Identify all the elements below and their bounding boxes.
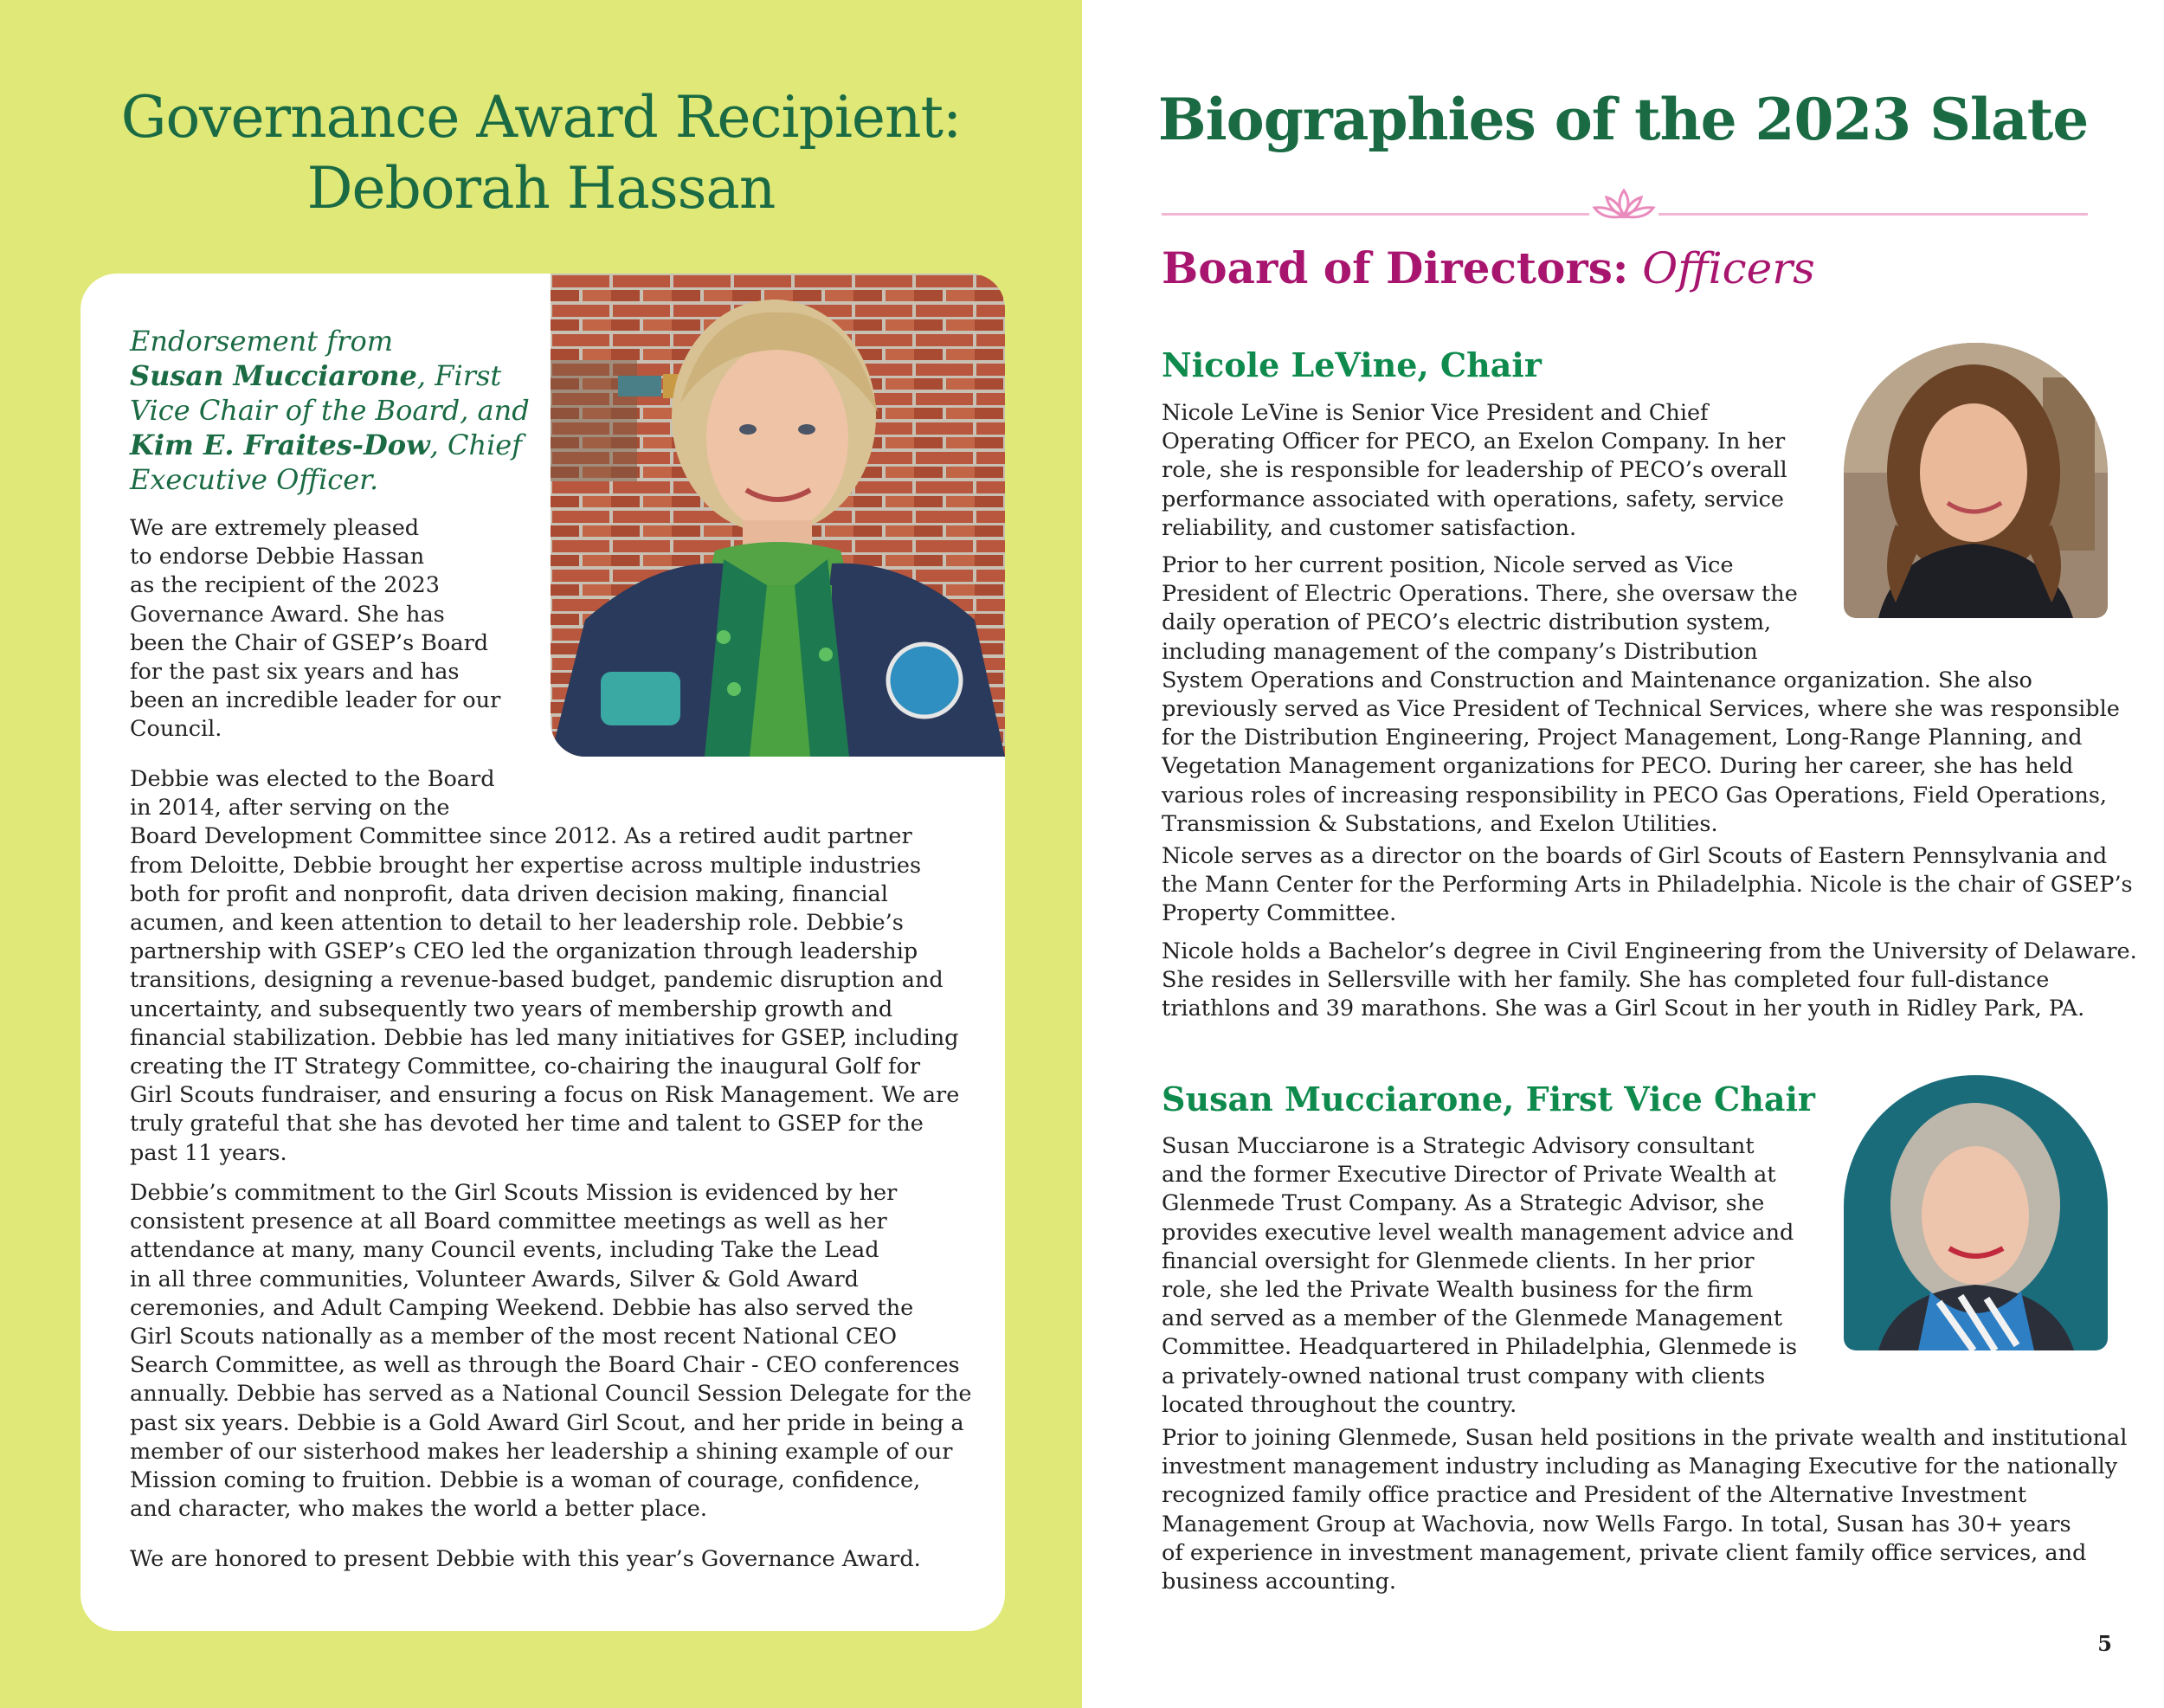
- text-line: Vegetation Management organizations for PECO. During her career, she has held: [1162, 753, 2074, 780]
- award-paragraph-2: [130, 765, 959, 1168]
- text-line: uncertainty, and subsequently two years of membership growth and: [130, 996, 893, 1022]
- text-line: to endorse Debbie Hassan: [130, 544, 425, 570]
- text-line: annually. Debbie has served as a National Council Session Delegate for the: [130, 1381, 972, 1408]
- section-heading: Board of Directors: Officers: [1162, 242, 1815, 293]
- text-line: Governance Award. She has: [130, 601, 445, 628]
- text-line: acumen, and keen attention to detail to her leadership role. Debbie’s: [130, 910, 904, 937]
- text-line: Council.: [130, 716, 222, 743]
- text-line: Nicole serves as a director on the boards of Girl Scouts of Eastern Pennsylvania and: [1162, 843, 2108, 869]
- endorsement-heading: Endorsement from Susan Mucciarone, First Vice Chair of the Board, and Kim E. Fraites-Dow, Chief Executive Officer.: [130, 325, 530, 496]
- text-line: Property Committee.: [1162, 900, 1397, 927]
- text-line: financial oversight for Glenmede clients. In her prior: [1162, 1247, 1755, 1274]
- text-line: and character, who makes the world a better place.: [130, 1496, 707, 1523]
- text-line: past six years. Debbie is a Gold Award Girl Scout, and her pride in being a: [130, 1409, 964, 1436]
- text-line: and the former Executive Director of Private Wealth at: [1162, 1162, 1776, 1189]
- lotus-icon: [1589, 185, 1658, 223]
- text-line: role, she is responsible for leadership of PECO’s overall: [1162, 457, 1787, 484]
- award-paragraph-1: [130, 514, 500, 744]
- text-line: truly grateful that she has devoted her time and talent to GSEP for the: [130, 1111, 924, 1138]
- text-line: performance associated with operations, safety, service: [1162, 486, 1784, 512]
- text-line: Transmission & Substations, and Exelon Utilities.: [1162, 810, 1718, 837]
- text-line: business accounting.: [1162, 1569, 1396, 1595]
- text-line: President of Electric Operations. There, she oversaw the: [1162, 581, 1798, 608]
- text-line: Debbie was elected to the Board: [130, 766, 495, 792]
- text-line: Committee. Headquartered in Philadelphia, Glenmede is: [1162, 1334, 1798, 1361]
- text-line: Nicole LeVine is Senior Vice President and Chief: [1162, 400, 1709, 426]
- text-line: consistent presence at all Board committee meetings as well as her: [130, 1208, 887, 1235]
- nicole-paragraph-4: [1162, 938, 2137, 1024]
- endorser-name-2: Kim E. Fraites-Dow: [130, 429, 430, 461]
- text-line: been an incredible leader for our: [130, 687, 501, 714]
- text-line: the Mann Center for the Performing Arts in Philadelphia. Nicole is the chair of GSEP’s: [1162, 872, 2133, 899]
- text-line: of experience in investment management, private client family office services, and: [1162, 1539, 2087, 1566]
- susan-mucciarone-portrait: [1844, 1075, 2108, 1350]
- page-number: 5: [2097, 1631, 2112, 1656]
- text-line: investment management industry including as Managing Executive for the nationally: [1162, 1453, 2118, 1480]
- text-line: Search Committee, as well as through the Board Chair - CEO conferences: [130, 1352, 960, 1379]
- text-line: financial stabilization. Debbie has led many initiatives for GSEP, including: [130, 1024, 959, 1051]
- text-line: She resides in Sellersville with her family. She has completed four full-distance: [1162, 967, 2050, 994]
- deborah-hassan-photo: [551, 274, 1005, 757]
- text-line: reliability, and customer satisfaction.: [1162, 514, 1577, 541]
- text-line: transitions, designing a revenue-based budget, pandemic disruption and: [130, 967, 944, 994]
- text-line: Prior to her current position, Nicole served as Vice: [1162, 552, 1734, 578]
- text-line: Girl Scouts fundraiser, and ensuring a focus on Risk Management. We are: [130, 1082, 960, 1109]
- text-line: We are honored to present Debbie with this year’s Governance Award.: [130, 1546, 921, 1572]
- text-line: Susan Mucciarone is a Strategic Advisory consultant: [1162, 1133, 1755, 1159]
- text-line: both for profit and nonprofit, data driven decision making, financial: [130, 880, 888, 907]
- text-line: Mission coming to fruition. Debbie is a woman of courage, confidence,: [130, 1467, 921, 1494]
- text-line: from Deloitte, Debbie brought her expertise across multiple industries: [130, 852, 922, 879]
- text-line: a privately-owned national trust company with clients: [1162, 1363, 1766, 1389]
- text-line: as the recipient of the 2023: [130, 572, 440, 599]
- text-line: Nicole holds a Bachelor’s degree in Civil Engineering from the University of Delaware.: [1162, 938, 2137, 964]
- text-line: We are extremely pleased: [130, 515, 420, 541]
- text-line: triathlons and 39 marathons. She was a Girl Scout in her youth in Ridley Park, PA.: [1162, 996, 2085, 1022]
- text-line: in 2014, after serving on the: [130, 795, 450, 822]
- endorser-name-1: Susan Mucciarone: [130, 359, 417, 392]
- text-line: located throughout the country.: [1162, 1391, 1517, 1418]
- nicole-paragraph-1: [1162, 399, 1787, 543]
- text-line: System Operations and Construction and Maintenance organization. She also: [1162, 667, 2032, 693]
- text-line: Prior to joining Glenmede, Susan held positions in the private wealth and institutional: [1162, 1425, 2128, 1451]
- nicole-paragraph-3: [1162, 842, 2133, 929]
- susan-paragraph-1: [1162, 1132, 1797, 1420]
- text-line: Management Group at Wachovia, now Wells Fargo. In total, Susan has 30+ years: [1162, 1511, 2071, 1537]
- susan-paragraph-2: [1162, 1424, 2127, 1596]
- text-line: in all three communities, Volunteer Awards, Silver & Gold Award: [130, 1266, 859, 1292]
- award-paragraph-3: [130, 1179, 972, 1524]
- nicole-paragraph-2: [1162, 551, 2120, 839]
- text-line: partnership with GSEP’s CEO led the organization through leadership: [130, 938, 918, 965]
- text-line: provides executive level wealth management advice and: [1162, 1219, 1794, 1246]
- text-line: Girl Scouts nationally as a member of the most recent National CEO: [130, 1324, 897, 1350]
- text-line: role, she led the Private Wealth business for the firm: [1162, 1277, 1754, 1304]
- text-line: ceremonies, and Adult Camping Weekend. Debbie has also served the: [130, 1294, 914, 1321]
- bio-name-nicole: Nicole LeVine, Chair: [1162, 345, 1542, 384]
- text-line: past 11 years.: [130, 1139, 287, 1166]
- text-line: Debbie’s commitment to the Girl Scouts Mission is evidenced by her: [130, 1180, 898, 1206]
- text-line: for the Distribution Engineering, Project Management, Long-Range Planning, and: [1162, 725, 2083, 751]
- text-line: daily operation of PECO’s electric distribution system,: [1162, 609, 1772, 636]
- text-line: Operating Officer for PECO, an Exelon Company. In her: [1162, 429, 1786, 455]
- award-paragraph-4: [130, 1545, 921, 1574]
- text-line: member of our sisterhood makes her leadership a shining example of our: [130, 1438, 953, 1465]
- text-line: Board Development Committee since 2012. As a retired audit partner: [130, 823, 912, 850]
- text-line: attendance at many, many Council events, including Take the Lead: [130, 1237, 879, 1264]
- bio-name-susan: Susan Mucciarone, First Vice Chair: [1162, 1080, 1815, 1118]
- text-line: previously served as Vice President of Technical Services, where she was responsible: [1162, 696, 2120, 723]
- text-line: recognized family office practice and President of the Alternative Investment: [1162, 1482, 2027, 1509]
- text-line: for the past six years and has: [130, 659, 460, 686]
- text-line: and served as a member of the Glenmede Management: [1162, 1305, 1783, 1332]
- text-line: Glenmede Trust Company. As a Strategic Advisor, she: [1162, 1190, 1765, 1217]
- text-line: been the Chair of GSEP’s Board: [130, 629, 489, 656]
- text-line: various roles of increasing responsibility in PECO Gas Operations, Field Operations,: [1162, 782, 2108, 809]
- biographies-title: Biographies of the 2023 Slate: [1157, 86, 2089, 153]
- text-line: creating the IT Strategy Committee, co-chairing the inaugural Golf for: [130, 1054, 921, 1080]
- text-line: including management of the company’s Distribution: [1162, 638, 1758, 665]
- award-title: Governance Award Recipient: Deborah Hassan: [120, 84, 962, 222]
